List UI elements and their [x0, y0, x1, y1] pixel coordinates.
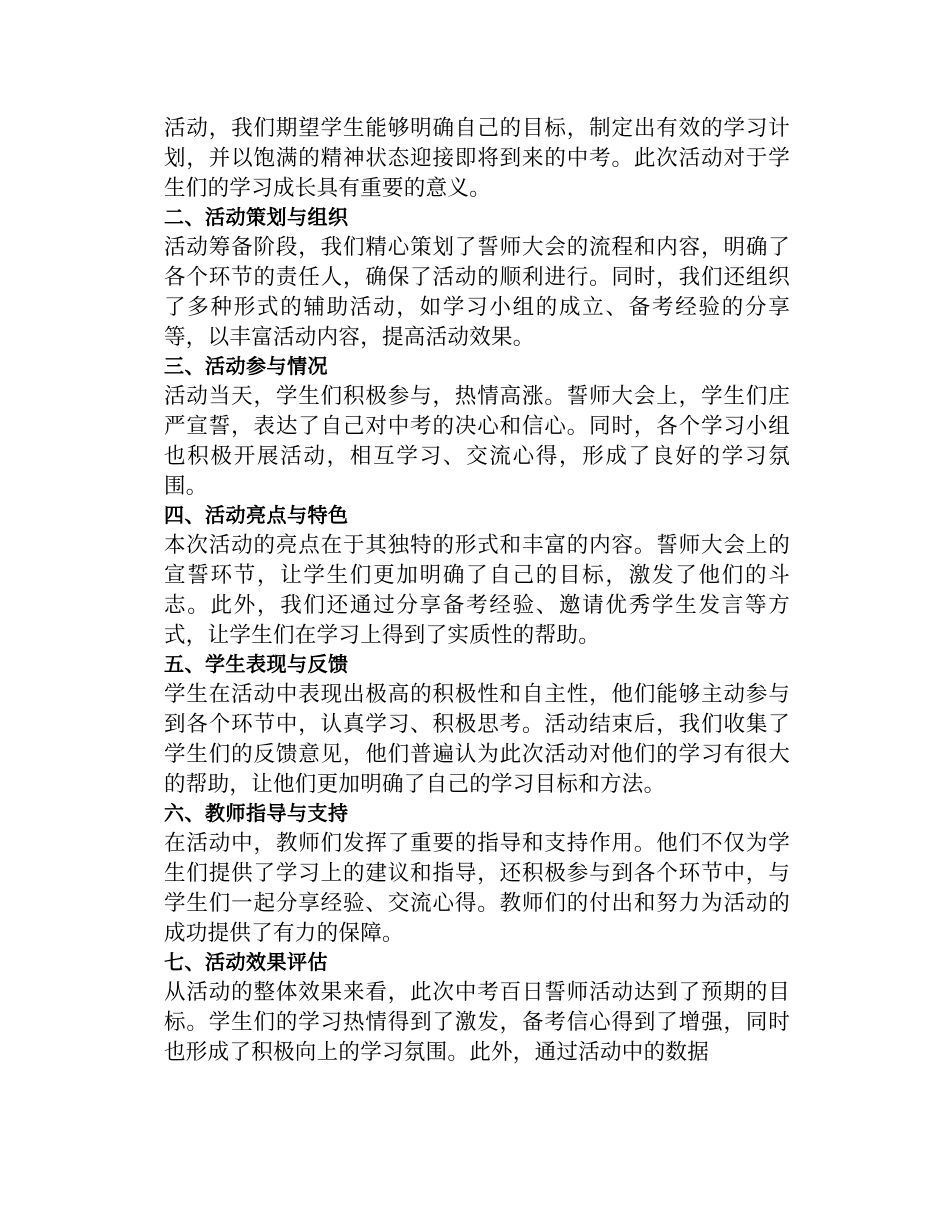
paragraph-highlights: 本次活动的亮点在于其独特的形式和丰富的内容。誓师大会上的宣誓环节，让学生们更加明确了自己的目标，激发了他们的斗志。此外，我们还通过分享备考经验、邀请优秀学生发言等方式，让学生们在学习上得到了实质性的帮助。: [164, 533, 790, 648]
paragraph-evaluation: 从活动的整体效果来看，此次中考百日誓师活动达到了预期的目标。学生们的学习热情得到了激发，备考信心得到了增强，同时也形成了积极向上的学习氛围。此外，通过活动中的数据: [164, 980, 790, 1065]
paragraph-teacher-support: 在活动中，教师们发挥了重要的指导和支持作用。他们不仅为学生们提供了学习上的建议和指导，还积极参与到各个环节中，与学生们一起分享经验、交流心得。教师们的付出和努力为活动的成功提供了有力的保障。: [164, 831, 790, 946]
paragraph-intro-continued: 活动，我们期望学生能够明确自己的目标，制定出有效的学习计划，并以饱满的精神状态迎接即将到来的中考。此次活动对于学生们的学习成长具有重要的意义。: [164, 116, 790, 201]
section-heading-evaluation: 七、活动效果评估: [164, 950, 328, 975]
document-body: [164, 114, 790, 1068]
section-heading-highlights: 四、活动亮点与特色: [164, 503, 349, 528]
section-heading-student-feedback: 五、学生表现与反馈: [164, 652, 349, 677]
section-heading-teacher-support: 六、教师指导与支持: [164, 801, 349, 826]
paragraph-student-feedback: 学生在活动中表现出极高的积极性和自主性，他们能够主动参与到各个环节中，认真学习、积极思考。活动结束后，我们收集了学生们的反馈意见，他们普遍认为此次活动对他们的学习有很大的帮助，让他们更加明确了自己的学习目标和方法。: [164, 682, 790, 797]
section-heading-participation: 三、活动参与情况: [164, 354, 328, 379]
section-heading-planning: 二、活动策划与组织: [164, 205, 349, 230]
paragraph-planning: 活动筹备阶段，我们精心策划了誓师大会的流程和内容，明确了各个环节的责任人，确保了活动的顺利进行。同时，我们还组织了多种形式的辅助活动，如学习小组的成立、备考经验的分享等，以丰富活动内容，提高活动效果。: [164, 235, 790, 350]
paragraph-participation: 活动当天，学生们积极参与，热情高涨。誓师大会上，学生们庄严宣誓，表达了自己对中考的决心和信心。同时，各个学习小组也积极开展活动，相互学习、交流心得，形成了良好的学习氛围。: [164, 384, 790, 499]
